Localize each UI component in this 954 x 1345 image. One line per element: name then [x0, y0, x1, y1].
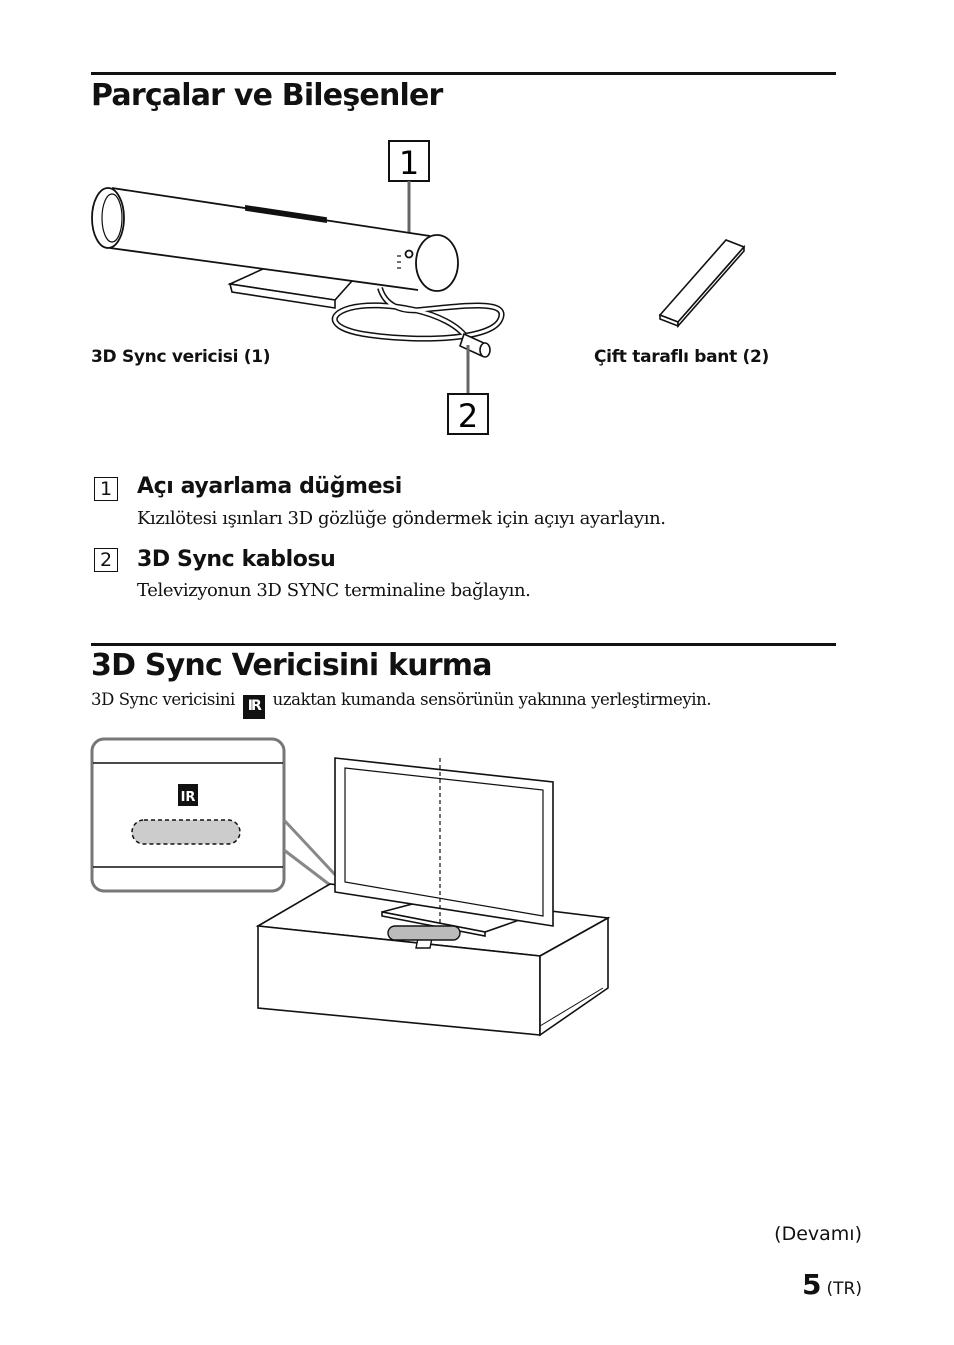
continued-label: (Devamı): [774, 1223, 862, 1245]
item-desc-sync-cable: Televizyonun 3D SYNC terminaline bağlayın.: [137, 580, 531, 601]
item-desc-angle-button: Kızılötesi ışınları 3D gözlüğe göndermek için açıyı ayarlayın.: [137, 508, 666, 529]
section-rule-install: [91, 643, 836, 646]
ir-sensor-icon: IR: [243, 695, 265, 719]
callout-number-1: 1: [398, 144, 420, 182]
item-title-sync-cable: 3D Sync kablosu: [137, 547, 336, 572]
sensor-zoom-inset: [92, 739, 340, 891]
caption-tape: Çift taraflı bant (2): [594, 347, 770, 367]
callout-number-2: 2: [457, 397, 479, 435]
section-rule-top: [91, 72, 836, 75]
svg-text:IR: IR: [180, 790, 196, 805]
intro-text-after: uzaktan kumanda sensörünün yakınına yerleştirmeyin.: [272, 690, 712, 709]
section-title-parts: Parçalar ve Bileşenler: [91, 78, 443, 113]
page-number: [802, 1268, 862, 1301]
item-number-2: 2: [94, 548, 118, 572]
section-title-install: 3D Sync Vericisini kurma: [91, 648, 492, 683]
caption-transmitter: 3D Sync vericisi (1): [91, 347, 271, 367]
install-intro: [91, 690, 711, 719]
parts-illustration: [0, 130, 954, 450]
item-title-angle-button: Açı ayarlama düğmesi: [137, 474, 402, 499]
double-sided-tape-icon: [660, 240, 744, 326]
page-number-suffix: (TR): [826, 1279, 862, 1299]
intro-text-before: 3D Sync vericisini: [91, 690, 235, 709]
page-number-value: 5: [801, 1268, 822, 1301]
inset-sensor-area: [132, 820, 240, 844]
installation-illustration: [0, 735, 954, 1055]
item-number-1: 1: [94, 477, 118, 501]
sync-cable-icon: [335, 288, 502, 357]
